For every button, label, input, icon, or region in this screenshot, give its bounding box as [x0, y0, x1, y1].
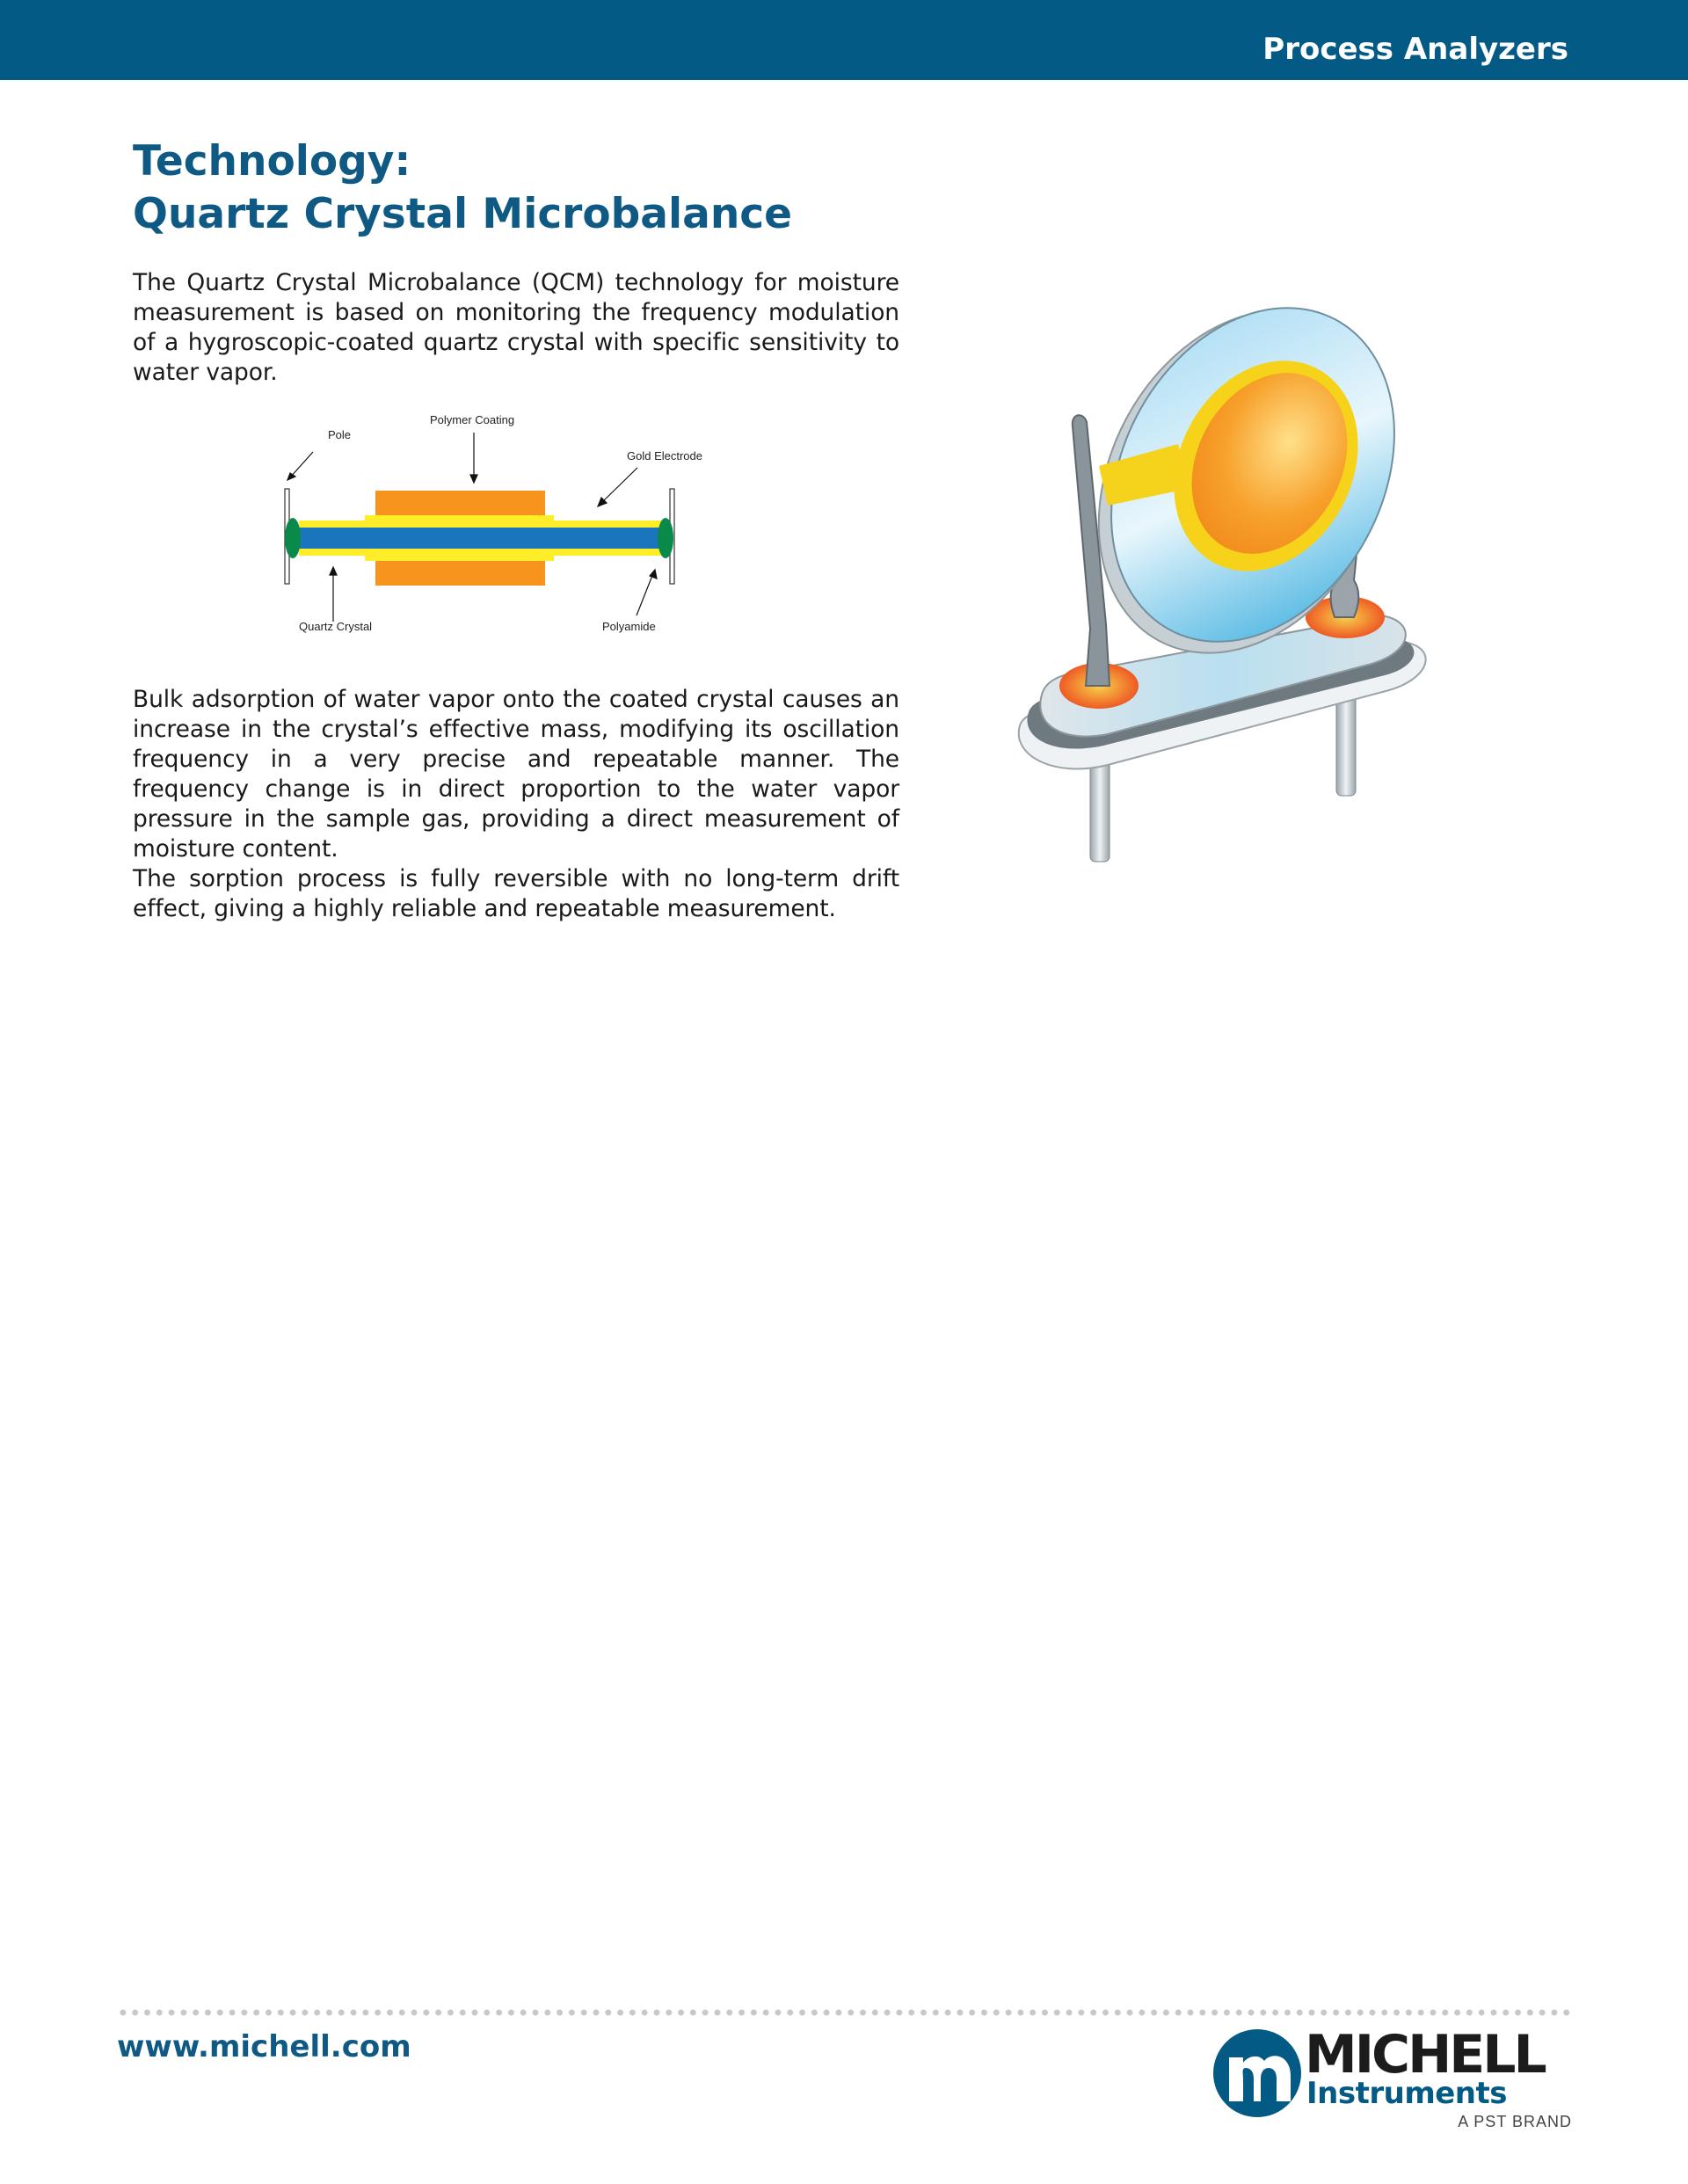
page-title: [133, 135, 924, 241]
title-line-2: Quartz Crystal Microbalance: [133, 190, 793, 238]
qcm-cross-section-diagram: [273, 406, 730, 644]
arrow-gold-electrode: [601, 468, 637, 503]
polyamide-left: [285, 518, 301, 558]
arrow-polyamide: [637, 573, 653, 615]
polyamide-right: [658, 518, 673, 558]
arrow-pole: [290, 452, 313, 477]
label-polyamide: Polyamide: [602, 620, 656, 633]
website-link[interactable]: www.michell.com: [117, 2029, 411, 2064]
pin-right: [1336, 695, 1356, 796]
label-quartz-crystal: Quartz Crystal: [299, 620, 373, 633]
polymer-coating-bottom: [375, 561, 545, 586]
label-gold-electrode: Gold Electrode: [627, 449, 702, 462]
label-polymer-coating: Polymer Coating: [430, 413, 515, 426]
sensor-svg: [1002, 290, 1459, 879]
intro-paragraph: The Quartz Crystal Microbalance (QCM) technology for moisture measurement is based on monitoring the frequency modulation of a hygroscopic-coated quartz crystal with specific sensitivity to water vapor.: [133, 269, 899, 386]
logo-name: MICHELL: [1305, 2024, 1545, 2086]
footer-divider: [117, 2008, 1572, 2017]
header-bar: [0, 0, 1688, 80]
quartz-crystal: [299, 528, 664, 549]
adsorption-paragraph: Bulk adsorption of water vapor onto the coated crystal causes an increase in the crystal’s effective mass, modifying its oscillation frequency in a very precise and repeatable manner. The frequency change is in direct proportion to the water vapor pressure in the sample gas, providing a direct measurement of moisture content.: [133, 686, 899, 863]
logo-subtitle: Instruments: [1306, 2076, 1508, 2111]
logo-brand-tag: A PST BRAND: [1458, 2113, 1572, 2130]
qcm-sensor-illustration: [1002, 290, 1459, 879]
polymer-coating-top: [375, 491, 545, 515]
diagram-svg: [273, 406, 730, 644]
section-label: Process Analyzers: [1262, 32, 1568, 67]
label-pole: Pole: [328, 428, 352, 441]
michell-logo: [1211, 2024, 1572, 2137]
reversibility-paragraph: The sorption process is fully reversible with no long-term drift effect, giving a highly reliable and repeatable measurement.: [133, 865, 899, 922]
logo-m-icon: [1211, 2027, 1303, 2119]
title-line-1: Technology:: [133, 137, 411, 186]
